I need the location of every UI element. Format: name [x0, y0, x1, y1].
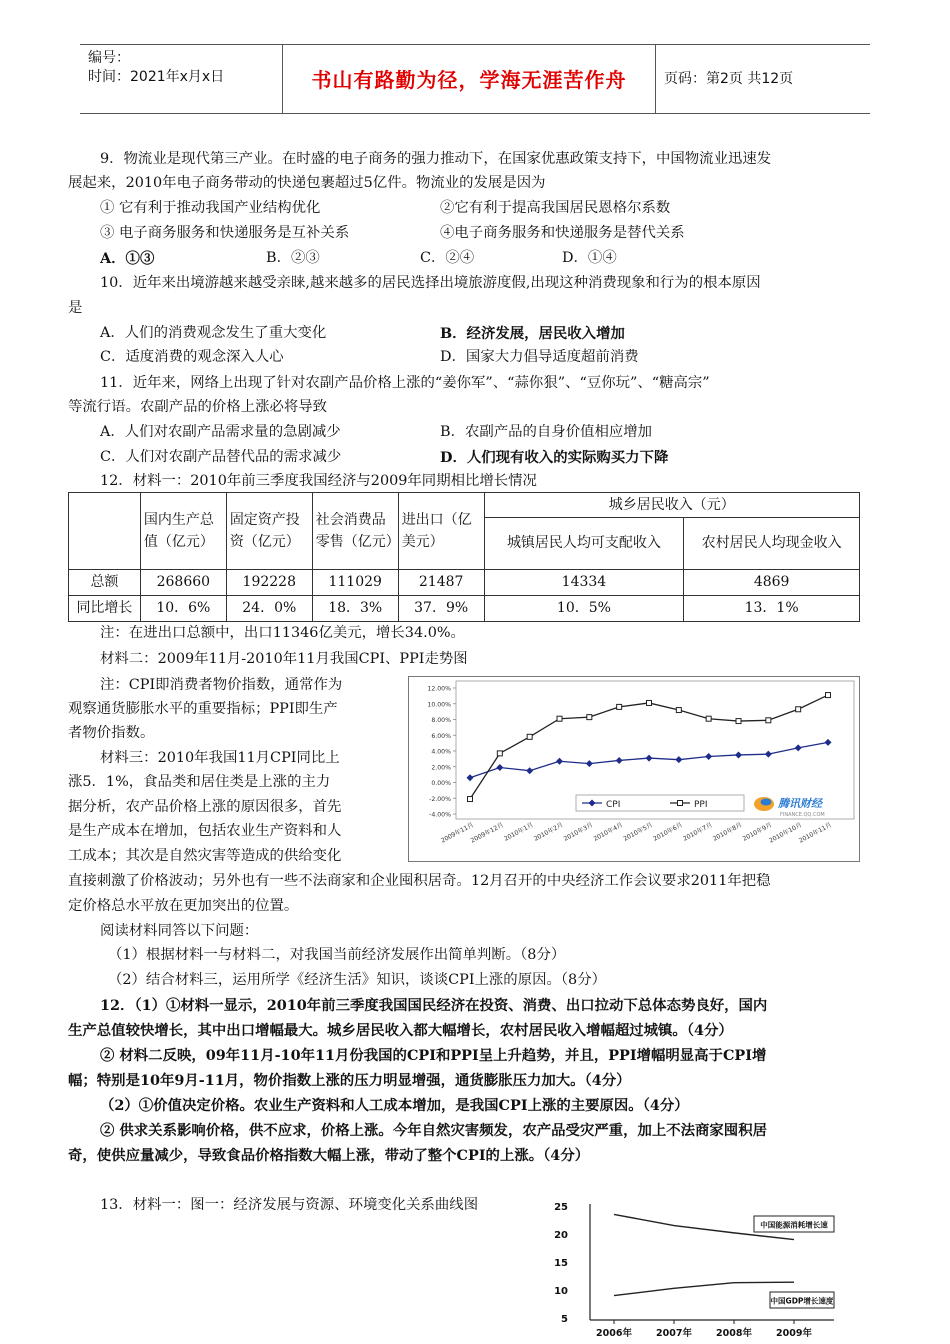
- chart-legend: [576, 795, 744, 811]
- table-header-cell: 城乡居民收入（元）: [484, 493, 859, 518]
- ppi-point: [497, 751, 502, 756]
- table-cell: 24．0%: [226, 596, 312, 622]
- table-cell: 4869: [684, 570, 860, 596]
- y-tick-label: 25: [554, 1202, 568, 1213]
- y-tick-label: -2.00%: [429, 795, 451, 803]
- q12-material3-text: 定价格总水平放在更加突出的位置。: [68, 898, 299, 914]
- q12-material1-title: 12．材料一：2010年前三季度我国经济与2009年同期相比增长情况: [100, 473, 537, 489]
- x-tick-label: 2010年1月: [503, 821, 535, 843]
- x-tick-label: 2010年5月: [622, 821, 654, 843]
- doc-time-label: 时间：2021年x月x日: [88, 69, 225, 85]
- header-motto: 书山有路勤为径，学海无涯苦作舟: [311, 68, 627, 92]
- ppi-point: [826, 693, 831, 698]
- page-info: 页码：第2页 共12页: [664, 71, 794, 87]
- page-header: [80, 44, 870, 114]
- table-cell: 21487: [398, 570, 484, 596]
- table-header-cell: 固定资产投资（亿元）: [226, 493, 312, 570]
- q9-stem: 9．物流业是现代第三产业。在时盛的电子商务的强力推动下，在国家优惠政策支持下，中国物流业迅速发: [100, 151, 772, 167]
- q9-answer-a: A．①③: [100, 250, 155, 267]
- x-tick-label: 2010年11月: [797, 821, 833, 845]
- q9-option: ④电子商务服务和快递服务是替代关系: [440, 225, 685, 241]
- q12-answer: ② 材料二反映，09年11月-10年11月份我国的CPI和PPI呈上升趋势，并且，PPI增幅明显高于CPI增: [100, 1047, 767, 1064]
- q12-subquestion: （1）根据材料一与材料二，对我国当前经济发展作出简单判断。（8分）: [108, 947, 566, 963]
- q9-option: ②它有利于提高我国居民恩格尔系数: [440, 200, 671, 216]
- q9-answer-b: B．②③: [266, 250, 320, 266]
- x-tick-label: 2010年2月: [532, 821, 565, 843]
- y-tick-label: 20: [554, 1230, 568, 1241]
- q12-side-text: 据分析，农产品价格上涨的原因很多，首先: [68, 799, 342, 815]
- q12-answer: ② 供求关系影响价格，供不应求，价格上涨。今年自然灾害频发，农产品受灾严重，加上不法商家囤积居: [100, 1122, 767, 1139]
- table-cell: 37．9%: [398, 596, 484, 622]
- x-tick-label: 2010年10月: [768, 821, 804, 845]
- q11-option-c: C．人们对农副产品替代品的需求减少: [100, 449, 342, 465]
- y-tick-label: 10: [554, 1286, 568, 1297]
- q12-subquestion: （2）结合材料三，运用所学《经济生活》知识，谈谈CPI上涨的原因。（8分）: [108, 972, 606, 988]
- table-row-label: 同比增长: [69, 596, 141, 622]
- table-row: [69, 570, 860, 596]
- q12-answer: 奇，使供应量减少，导致食品价格指数大幅上涨，带动了整个CPI的上涨。（4分）: [68, 1147, 590, 1164]
- q9-answer-d: D．①④: [562, 250, 617, 266]
- ppi-point: [796, 707, 801, 712]
- x-tick-label: 2010年8月: [711, 821, 744, 843]
- energy-gdp-chart: [540, 1196, 840, 1344]
- y-tick-label: 0.00%: [431, 780, 451, 787]
- q13-stem: 13．材料一：图一：经济发展与资源、环境变化关系曲线图: [100, 1197, 479, 1213]
- q12-side-text: 是生产成本在增加，包括农业生产资料和人: [68, 823, 342, 839]
- q12-answer: 生产总值较快增长，其中出口增幅最大。城乡居民收入都大幅增长，农村居民收入增幅超过城镇。（4分）: [68, 1022, 733, 1039]
- x-tick-label: 2010年3月: [562, 821, 595, 843]
- ppi-point: [557, 716, 562, 721]
- q12-read-prompt: 阅读材料同答以下问题：: [100, 923, 259, 939]
- y-tick-label: 5: [561, 1314, 568, 1325]
- watermark-text: 腾讯财经: [778, 797, 822, 810]
- q10-option-c: C．适度消费的观念深入人心: [100, 349, 284, 365]
- ppi-point: [468, 797, 473, 802]
- table-header-cell: 农村居民人均现金收入: [684, 518, 860, 570]
- table-cell: 14334: [484, 570, 684, 596]
- q12-material2-title: 材料二：2009年11月-2010年11月我国CPI、PPI走势图: [100, 651, 468, 667]
- table-header-cell: 社会消费品零售（亿元）: [312, 493, 398, 570]
- q9-option: ③ 电子商务服务和快递服务是互补关系: [100, 225, 350, 241]
- q10-stem: 是: [68, 300, 83, 316]
- y-tick-label: 12.00%: [427, 685, 451, 693]
- table-header-row: [69, 493, 860, 518]
- table-cell: 10．6%: [140, 596, 226, 622]
- legend-ppi-label: PPI: [694, 800, 708, 810]
- q12-material3-text: 直接刺激了价格波动；另外也有一些不法商家和企业囤积居奇。12月召开的中央经济工作会议要求2011年把稳: [68, 873, 771, 889]
- ppi-point: [587, 715, 592, 720]
- watermark-subtext: FINANCE.QQ.COM: [780, 812, 825, 818]
- header-divider: [655, 45, 656, 113]
- x-tick-label: 2009年11月: [439, 821, 475, 845]
- table-cell: 18．3%: [312, 596, 398, 622]
- table-cell: 10．5%: [484, 596, 684, 622]
- q11-stem: 11．近年来，网络上出现了针对农副产品价格上涨的“姜你军”、“蒜你狠”、“豆你玩”、“糖高宗”: [100, 375, 710, 391]
- x-tick-label: 2006年: [596, 1328, 632, 1339]
- q12-side-text: 涨5．1%，食品类和居住类是上涨的主力: [68, 774, 331, 790]
- ppi-point: [647, 700, 652, 705]
- economy-table: [68, 492, 860, 622]
- ppi-point: [736, 719, 741, 724]
- y-tick-label: -4.00%: [429, 811, 451, 819]
- ppi-point: [766, 718, 771, 723]
- legend-ppi-marker: [678, 801, 683, 806]
- q10-option-d: D．国家大力倡导适度超前消费: [440, 349, 639, 365]
- table-cell: 111029: [312, 570, 398, 596]
- q12-note: 注：在进出口总额中，出口11346亿美元，增长34.0%。: [100, 625, 465, 641]
- y-tick-label: 4.00%: [431, 748, 451, 756]
- ppi-point: [706, 716, 711, 721]
- q12-side-text: 材料三：2010年我国11月CPI同比上: [100, 750, 340, 766]
- q12-side-text: 工成本；其次是自然灾害等造成的供给变化: [68, 848, 342, 864]
- q12-answer: 幅；特别是10年9月-11月，物价指数上涨的压力明显增强，通货膨胀压力加大。（4分）: [68, 1072, 631, 1089]
- table-cell: 268660: [140, 570, 226, 596]
- energy-series-label: 中国能源消耗增长速: [760, 1220, 828, 1230]
- q9-answer-c: C．②④: [420, 250, 475, 266]
- table-header-cell: 进出口（亿美元）: [398, 493, 484, 570]
- q10-stem: 10．近年来出境游越来越受亲睐,越来越多的居民选择出境旅游度假,出现这种消费现象和行为的根本原因: [100, 275, 761, 291]
- x-tick-label: 2010年6月: [652, 821, 684, 843]
- q12-side-text: 者物价指数。: [68, 725, 155, 741]
- q9-stem: 展起来，2010年电子商务带动的快递包裹超过5亿件。物流业的发展是因为: [68, 175, 546, 191]
- q12-answer: （2）①价值决定价格。农业生产资料和人工成本增加，是我国CPI上涨的主要原因。（4分）: [100, 1097, 689, 1114]
- y-tick-label: 15: [554, 1258, 568, 1269]
- q12-side-text: 注：CPI即消费者物价指数，通常作为: [100, 677, 343, 693]
- doc-code-label: 编号：: [88, 50, 130, 66]
- table-cell: 13．1%: [684, 596, 860, 622]
- ppi-point: [617, 704, 622, 709]
- q12-answer: 12．（1）①材料一显示，2010年前三季度我国国民经济在投资、消费、出口拉动下总体态势良好，国内: [100, 997, 768, 1014]
- q11-option-a: A．人们对农副产品需求量的急剧减少: [100, 424, 341, 440]
- y-tick-label: 2.00%: [431, 764, 451, 772]
- table-row: [69, 596, 860, 622]
- table-header-cell: 国内生产总值（亿元）: [140, 493, 226, 570]
- table-row-label: 总额: [69, 570, 141, 596]
- table-cell: 192228: [226, 570, 312, 596]
- x-tick-label: 2010年7月: [682, 821, 714, 843]
- x-tick-label: 2008年: [716, 1328, 752, 1339]
- x-tick-label: 2009年: [776, 1328, 812, 1339]
- table-header-cell: 城镇居民人均可支配收入: [484, 518, 684, 570]
- x-tick-label: 2009年12月: [469, 821, 505, 845]
- x-tick-label: 2010年9月: [741, 821, 774, 843]
- cpi-ppi-chart: [408, 676, 860, 862]
- q10-option-a: A．人们的消费观念发生了重大变化: [100, 325, 327, 341]
- q10-option-b: B．经济发展，居民收入增加: [440, 325, 625, 342]
- x-tick-label: 2010年4月: [592, 821, 625, 843]
- ppi-point: [527, 734, 532, 739]
- q12-side-text: 观察通货膨胀水平的重要指标；PPI即生产: [68, 701, 338, 717]
- legend-cpi-label: CPI: [606, 800, 621, 810]
- y-tick-label: 8.00%: [431, 717, 451, 724]
- table-corner-cell: [69, 493, 141, 570]
- gdp-growth-line: [614, 1282, 794, 1295]
- x-tick-label: 2007年: [656, 1328, 692, 1339]
- header-meta: [88, 49, 224, 87]
- watermark-logo-icon: [761, 799, 772, 806]
- y-tick-label: 10.00%: [427, 701, 451, 709]
- q11-option-b: B．农副产品的自身价值相应增加: [440, 424, 653, 440]
- q9-option: ① 它有利于推动我国产业结构优化: [100, 200, 321, 216]
- gdp-series-label: 中国GDP增长速度: [770, 1296, 834, 1306]
- q11-stem: 等流行语。农副产品的价格上涨必将导致: [68, 399, 328, 415]
- y-tick-label: 6.00%: [431, 732, 451, 740]
- q11-option-d: D．人们现有收入的实际购买力下降: [440, 449, 669, 466]
- ppi-point: [676, 708, 681, 713]
